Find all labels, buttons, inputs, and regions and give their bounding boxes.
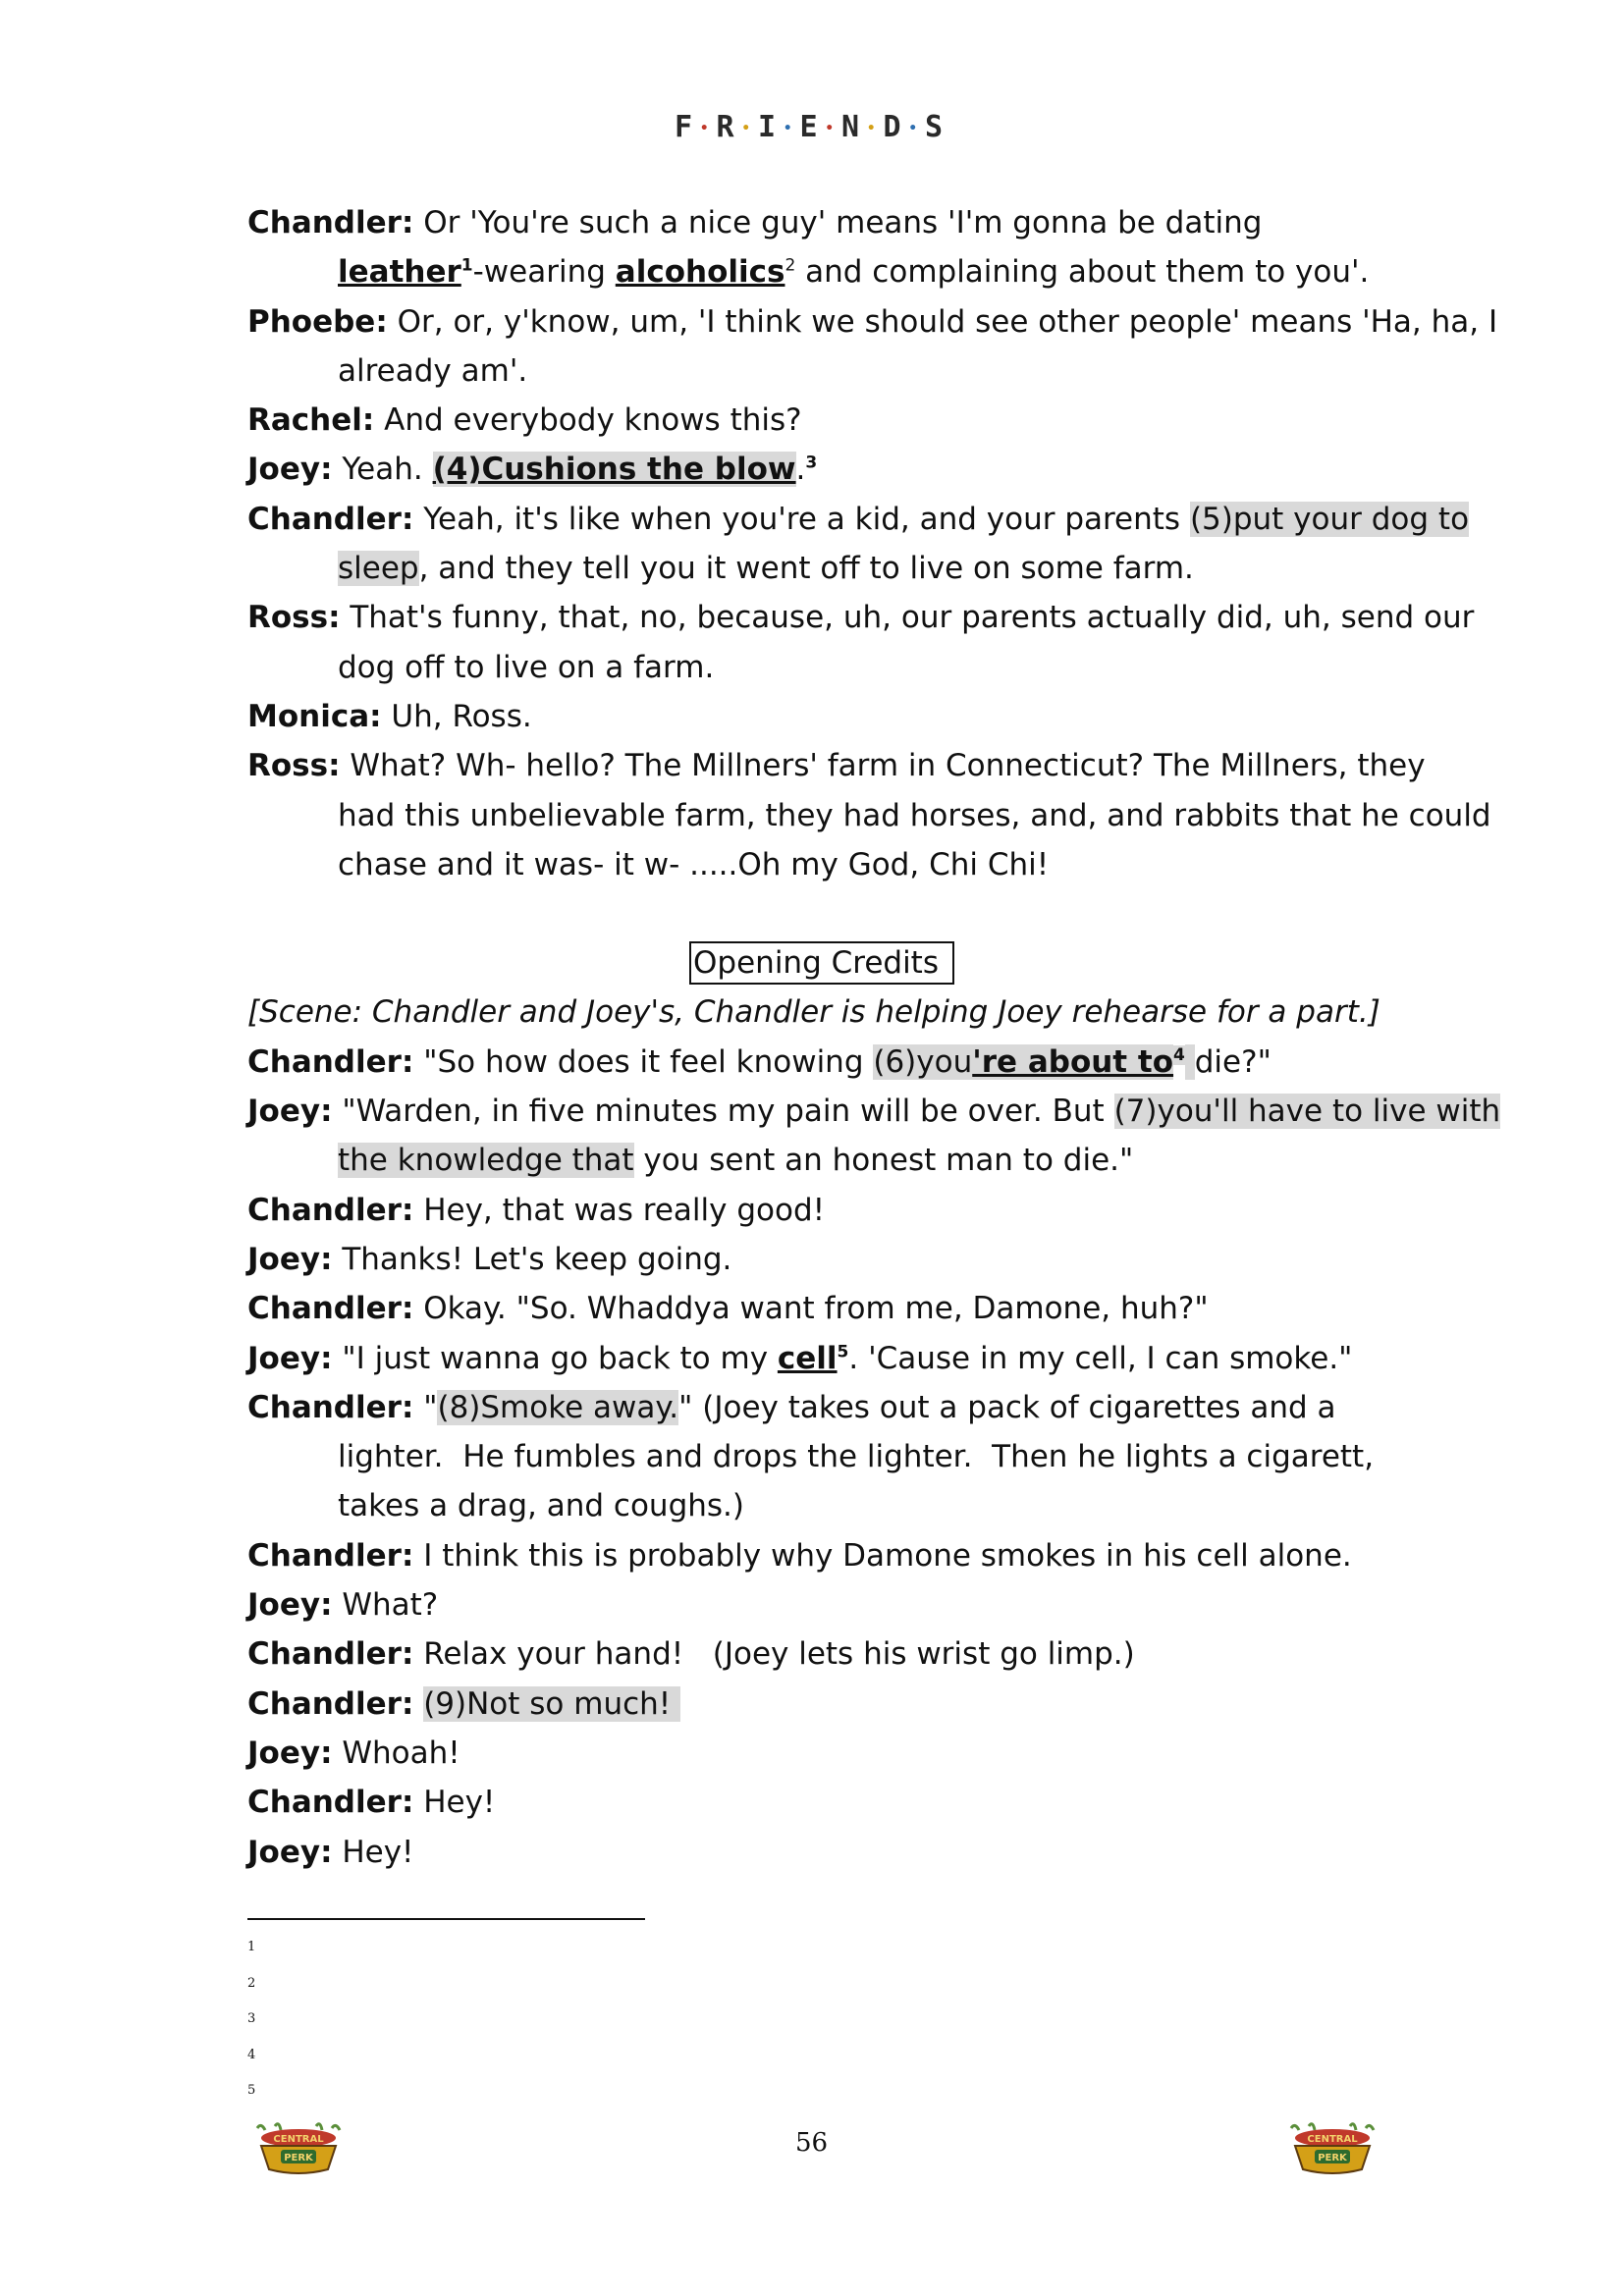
script-body: [247, 198, 1501, 1877]
footnote-number: 2: [247, 1975, 256, 1991]
footnote-number: 1: [247, 1940, 256, 1954]
dialogue-line: Chandler: "(8)Smoke away." (Joey takes out a pack of cigarettes and a: [247, 1389, 1336, 1425]
dialogue-continuation: the knowledge that you sent an honest man to die.": [338, 1143, 1134, 1179]
footnote-number: 3: [247, 2011, 256, 2026]
dialogue-continuation: sleep, and they tell you it went off to live on some farm.: [338, 551, 1194, 587]
friends-logo: F •R •I •E •N •D •S: [674, 110, 949, 144]
central-perk-logo-right: [1281, 2122, 1383, 2175]
dialogue-continuation: already am'.: [338, 352, 528, 389]
dialogue-line: Ross: What? Wh- hello? The Millners' farm in Connecticut? The Millners, they: [247, 748, 1426, 784]
scene-direction: [Scene: Chandler and Joey's, Chandler is helping Joey rehearse for a part.]: [247, 994, 1380, 1031]
speaker-name: Rachel:: [247, 402, 375, 439]
highlight-phrase: (8)Smoke away.: [437, 1389, 679, 1425]
footnote-number: 4: [247, 2047, 256, 2062]
speaker-name: Chandler:: [247, 501, 414, 537]
dialogue-line: Chandler: Yeah, it's like when you're a kid, and your parents (5)put your dog to: [247, 501, 1470, 537]
vocab-alcoholics: alcoholics: [615, 254, 785, 291]
footnote-number: 5: [247, 2083, 256, 2098]
speaker-name: Monica:: [247, 698, 382, 734]
speaker-name: Joey:: [247, 1587, 333, 1624]
speaker-name: Chandler:: [247, 1785, 414, 1821]
central-perk-logo-left: [247, 2122, 350, 2175]
dialogue-line: Rachel: And everybody knows this?: [247, 402, 802, 439]
speaker-name: Joey:: [247, 1241, 333, 1277]
highlight-phrase: (4)Cushions the blow: [432, 452, 796, 488]
speaker-name: Chandler:: [247, 1636, 414, 1673]
speaker-name: Joey:: [247, 452, 333, 488]
speaker-name: Chandler:: [247, 1192, 414, 1228]
speaker-name: Chandler:: [247, 1537, 414, 1574]
dialogue-line: Joey: Yeah. (4)Cushions the blow.$^3$: [247, 452, 818, 488]
speaker-name: Joey:: [247, 1094, 333, 1130]
vocab-cell: cell: [777, 1340, 838, 1376]
dialogue-line: Chandler: Or 'You're such a nice guy' means 'I'm gonna be dating: [247, 205, 1263, 240]
dialogue-line: Joey: "I just wanna go back to my cell$^5$. 'Cause in my cell, I can smoke.": [247, 1340, 1353, 1376]
speaker-name: Joey:: [247, 1340, 333, 1376]
logo-top-text: CENTRAL: [1307, 2134, 1358, 2145]
speaker-name: Chandler:: [247, 1291, 414, 1327]
dialogue-line: [247, 1680, 1396, 1729]
dialogue-line: Chandler: Okay. "So. Whaddya want from me, Damone, huh?": [247, 1291, 1209, 1327]
highlight-phrase: (6)you: [873, 1043, 973, 1080]
dialogue-continuation: leather$^1$-wearing alcoholics$^2$ and complaining about them to you'.: [338, 254, 1370, 291]
logo-bottom-text: PERK: [284, 2153, 313, 2163]
page-number: 56: [794, 2128, 829, 2158]
dialogue-line: Chandler: Hey, that was really good!: [247, 1192, 826, 1228]
footnote-divider: [247, 1918, 645, 1920]
highlight-phrase: (5)put your dog to: [1189, 501, 1470, 537]
dialogue-line: Chandler: I think this is probably why Damone smokes in his cell alone.: [247, 1537, 1352, 1574]
dialogue-line: Chandler: "So how does it feel knowing (6)you're about $to^4$ die?": [247, 1043, 1271, 1080]
highlight-phrase: the knowledge that: [338, 1143, 634, 1179]
footnote-list: [247, 1930, 255, 2109]
dialogue-line: Chandler: Hey!: [247, 1785, 496, 1821]
credits-heading-row: [247, 938, 1396, 988]
vocab-leather: leather: [338, 254, 461, 291]
logo-top-text: CENTRAL: [273, 2134, 324, 2145]
dialogue-line: Joey: "Warden, in five minutes my pain will be over. But (7)you'll have to live with: [247, 1094, 1501, 1130]
speaker-name: Phoebe:: [247, 303, 388, 340]
dialogue-line: Joey: What?: [247, 1587, 439, 1624]
section-gap: [247, 889, 1396, 938]
speaker-name: Ross:: [247, 748, 341, 784]
dialogue-continuation: dog off to live on a farm.: [338, 649, 715, 685]
vocab-about-to: 're about to: [972, 1043, 1174, 1080]
speaker-name: Chandler:: [247, 205, 414, 240]
dialogue-line: Joey: Thanks! Let's keep going.: [247, 1241, 732, 1277]
dialogue-line: Joey: Whoah!: [247, 1735, 460, 1771]
speaker-name: Chandler:: [247, 1389, 414, 1425]
dialogue-line: Phoebe: Or, or, y'know, um, 'I think we should see other people' means 'Ha, ha, I: [247, 303, 1498, 340]
speaker-name: Joey:: [247, 1834, 333, 1870]
dialogue-line: Chandler: Relax your hand! (Joey lets his wrist go limp.): [247, 1636, 1135, 1673]
dialogue-line: Joey: Hey!: [247, 1834, 414, 1870]
dialogue-continuation: had this unbelievable farm, they had horses, and, and rabbits that he could: [338, 797, 1491, 833]
dialogue-continuation: lighter. He fumbles and drops the lighter. Then he lights a cigarett,: [338, 1439, 1375, 1475]
dialogue-continuation: takes a drag, and coughs.): [338, 1488, 744, 1524]
speaker-name: Joey:: [247, 1735, 333, 1771]
dialogue-continuation: chase and it was- it w- .....Oh my God, Chi Chi!: [338, 846, 1050, 882]
highlight-phrase: (7)you'll have to live with: [1113, 1094, 1501, 1130]
highlight-phrase: (9)Not so much!: [423, 1685, 681, 1722]
dialogue-line: Ross: That's funny, that, no, because, uh, our parents actually did, uh, send our: [247, 600, 1475, 636]
speaker-name: Chandler:: [247, 1685, 414, 1722]
dialogue-line: Monica: Uh, Ross.: [247, 698, 532, 734]
speaker-name: Chandler:: [247, 1043, 414, 1080]
speaker-name: Ross:: [247, 600, 341, 636]
highlight-phrase: sleep: [338, 551, 419, 587]
logo-bottom-text: PERK: [1318, 2153, 1347, 2163]
opening-credits-heading: Opening Credits: [689, 941, 954, 985]
